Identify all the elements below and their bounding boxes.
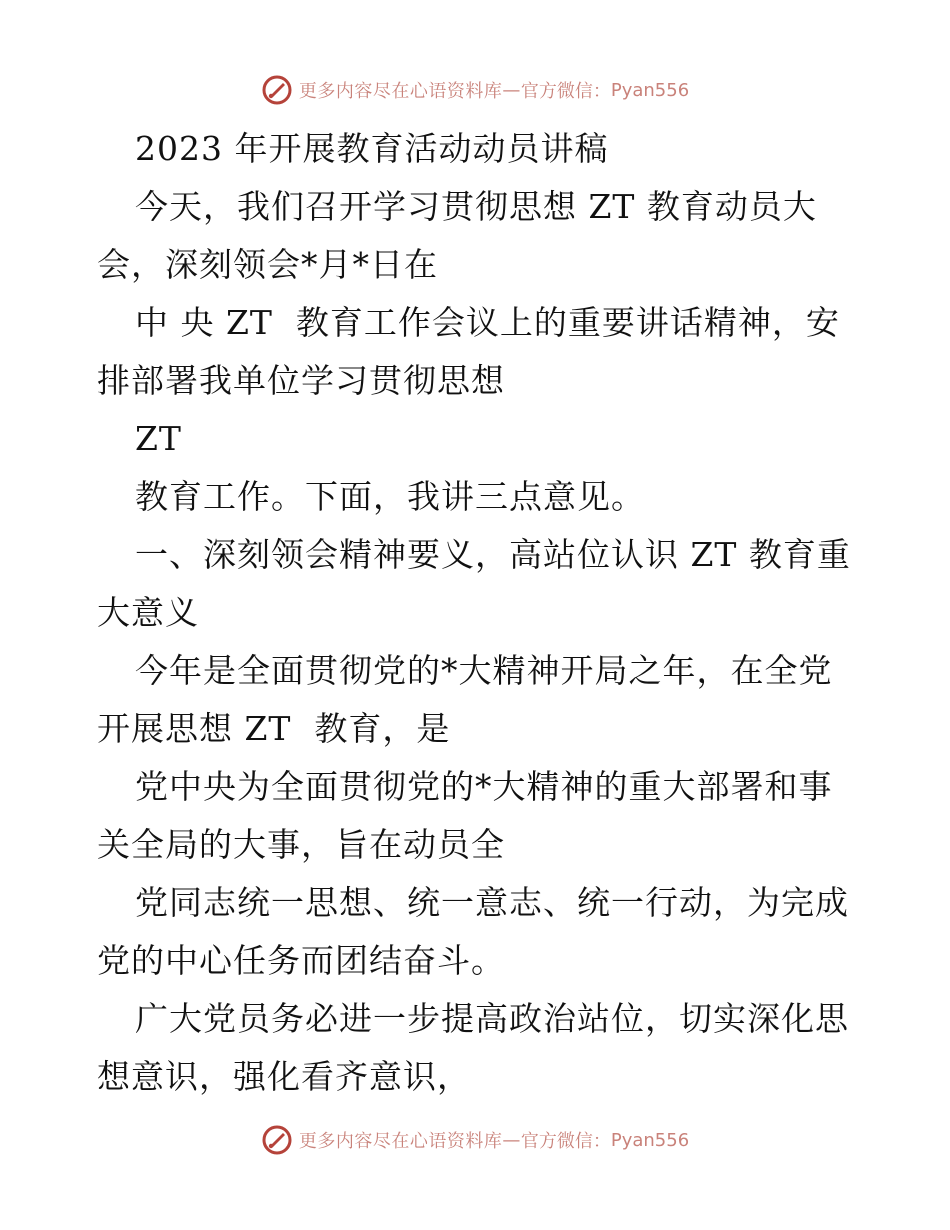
banner-wechat-id: Pyan556	[610, 79, 690, 101]
document-body	[97, 120, 857, 1106]
document-line: 想意识，强化看齐意识，	[97, 1057, 471, 1096]
quill-logo-icon	[261, 1124, 293, 1156]
document-line: 党同志统一思想、统一意志、统一行动，为完成	[135, 883, 849, 922]
document-line: ZT	[135, 419, 182, 458]
header-banner	[0, 70, 950, 110]
document-line: 一、深刻领会精神要义，高站位认识 ZT 教育重	[135, 535, 851, 574]
document-line: 党的中心任务而团结奋斗。	[97, 941, 505, 980]
banner-site-text: 更多内容尽在心语资料库	[298, 1131, 503, 1152]
banner-site-text: 更多内容尽在心语资料库	[298, 81, 503, 102]
document-line: 开展思想 ZT 教育，是	[97, 709, 451, 748]
document-line: 党中央为全面贯彻党的*大精神的重大部署和事	[135, 767, 833, 806]
document-line: 中 央 ZT 教育工作会议上的重要讲话精神，安	[135, 303, 840, 342]
banner-separator: —	[502, 1129, 521, 1151]
document-line: 2023 年开展教育活动动员讲稿	[135, 129, 609, 168]
banner-separator: —	[502, 79, 521, 101]
document-line: 排部署我单位学习贯彻思想	[97, 361, 505, 400]
banner-wechat-label: 官方微信：	[520, 81, 611, 102]
document-line: 今天，我们召开学习贯彻思想 ZT 教育动员大	[135, 187, 817, 226]
document-line: 大意义	[97, 593, 199, 632]
document-line: 今年是全面贯彻党的*大精神开局之年，在全党	[135, 651, 833, 690]
footer-banner	[0, 1120, 950, 1160]
document-line: 教育工作。下面，我讲三点意见。	[135, 477, 645, 516]
banner-wechat-id: Pyan556	[610, 1129, 690, 1151]
quill-logo-icon	[261, 74, 293, 106]
document-line: 会，深刻领会*月*日在	[97, 245, 438, 284]
banner-wechat-label: 官方微信：	[520, 1131, 611, 1152]
document-line: 广大党员务必进一步提高政治站位，切实深化思	[135, 999, 849, 1038]
document-line: 关全局的大事，旨在动员全	[97, 825, 505, 864]
